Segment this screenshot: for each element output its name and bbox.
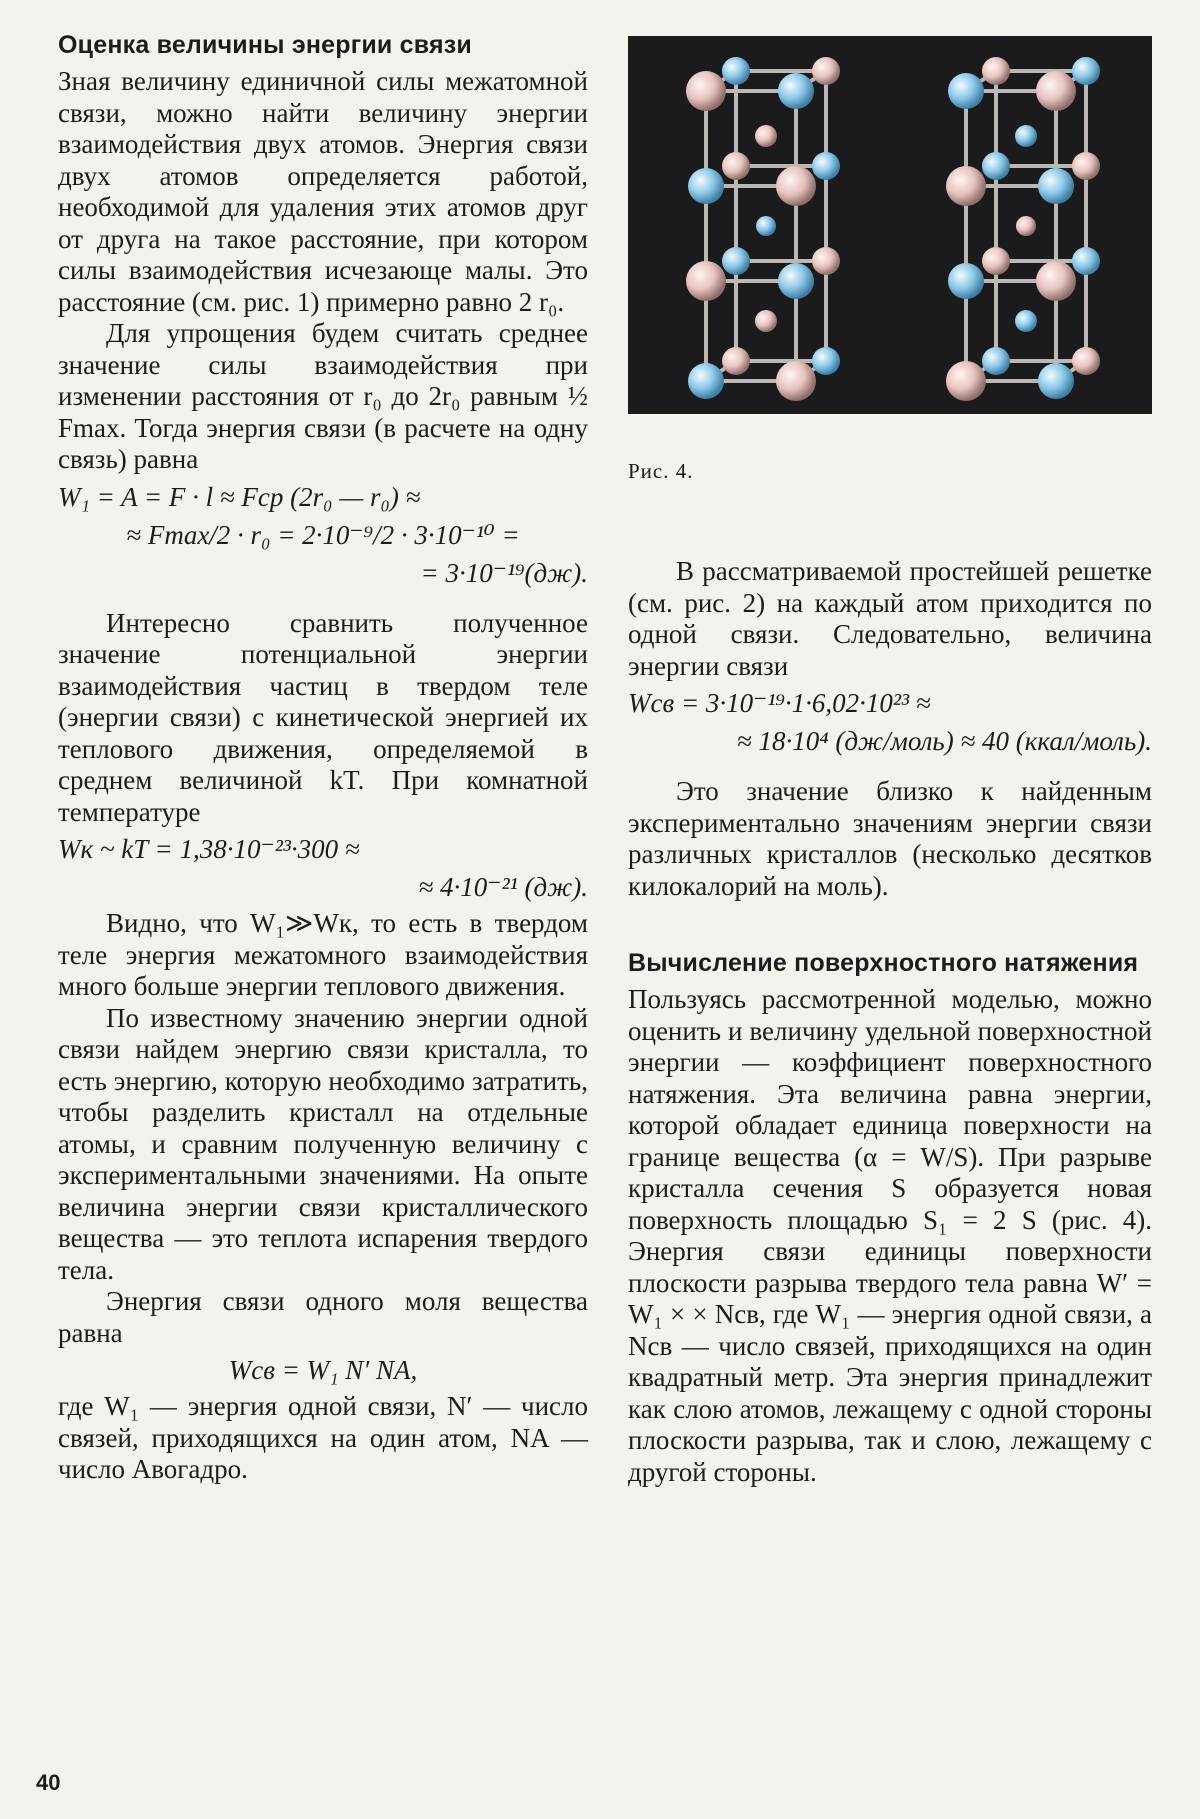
section-heading-surface-tension: Вычисление поверхностного натяжения <box>628 949 1139 977</box>
paragraph: Для упрощения будем считать среднее значение силы взаимодействия при изменении расстояния от r₀ до 2r₀ равным ½ Fmax. Тогда энергия связи (в расчете на одну связь) равна <box>58 318 588 474</box>
left-column <box>58 30 588 1486</box>
formula: ≈ 4·10⁻²¹ (дж). <box>418 872 588 902</box>
formula: Wсв = 3·10⁻¹⁹·1·6,02·10²³ ≈ <box>628 688 931 718</box>
crystal-lattice-image <box>628 36 1152 414</box>
paragraph: По известному значению энергии одной связи найдем энергию связи кристалла, то есть энергию, которую необходимо затратить, чтобы разделить кристалл на отдельные атомы, и сравним полученную величину с экспериментальными значениями. На опыте величина энергии связи кристаллического вещества — это теплота испарения твердого тела. <box>58 1002 588 1285</box>
paragraph: Зная величину единичной силы межатомной связи, можно найти величину энергии взаимодействия двух атомов. Энергия связи двух атомов определяется работой, необходимой для удаления этих атомов друг от друга на такое расстояние, при котором силы взаимодействия исчезающе малы. Это расстояние (см. рис. 1) примерно равно 2 r₀. <box>58 66 588 317</box>
figure-caption: Рис. 4. <box>628 459 694 483</box>
section-heading-bond-energy: Оценка величины энергии связи <box>58 31 472 59</box>
formula: W₁ = A = F · l ≈ Fср (2r₀ — r₀) ≈ <box>58 481 421 512</box>
formula: Wсв = W₁ N′ NA, <box>228 1355 418 1385</box>
paragraph: Видно, что W₁≫Wк, то есть в твердом теле энергия межатомного взаимодействия много больше энергии теплового движения. <box>58 908 588 1001</box>
page-number: 40 <box>36 1770 61 1795</box>
paragraph: В рассматриваемой простейшей решетке (см. рис. 2) на каждый атом приходится по одной связи. Следовательно, величина энергии связи <box>628 556 1152 681</box>
formula: ≈ 18·10⁴ (дж/моль) ≈ 40 (ккал/моль). <box>736 726 1152 756</box>
right-column <box>628 30 1152 1488</box>
figure-crystal-lattice <box>628 36 1152 414</box>
formula: Wк ~ kT = 1,38·10⁻²³·300 ≈ <box>58 834 360 864</box>
paragraph: где W₁ — энергия одной связи, N′ — число связей, приходящихся на один атом, NA — число Авогадро. <box>58 1391 588 1484</box>
paragraph: Интересно сравнить полученное значение потенциальной энергии взаимодействия частиц в твердом теле (энергии связи) с кинетической энергией их теплового движения, определяемой в среднем величиной kT. При комнатной температуре <box>58 607 588 827</box>
formula: ≈ Fmax/2 · r₀ = 2·10⁻⁹/2 · 3·10⁻¹⁰ = <box>126 519 520 550</box>
formula: = 3·10⁻¹⁹(дж). <box>420 557 588 588</box>
paragraph: Пользуясь рассмотренной моделью, можно оценить и величину удельной поверхностной энергии — коэффициент поверхностного натяжения. Эта величина равна энергии, которой обладает единица поверхности на границе вещества (α = W/S). При разрыве кристалла сечения S образуется новая поверхность площадью S₁ = 2 S (рис. 4). Энергия связи единицы поверхности плоскости разрыва твердого тела равна W′ = W₁ × × Nсв, где W₁ — энергия одной связи, а Nсв — число связей, приходящихся на один квадратный метр. Эта энергия принадлежит как слою атомов, лежащему с одной стороны плоскости разрыва, так и слою, лежащему с другой стороны. <box>628 984 1152 1487</box>
paragraph: Энергия связи одного моля вещества равна <box>58 1286 588 1348</box>
paragraph: Это значение близко к найденным экспериментально значениям энергии связи различных кристаллов (несколько десятков килокалорий на моль). <box>628 776 1152 901</box>
